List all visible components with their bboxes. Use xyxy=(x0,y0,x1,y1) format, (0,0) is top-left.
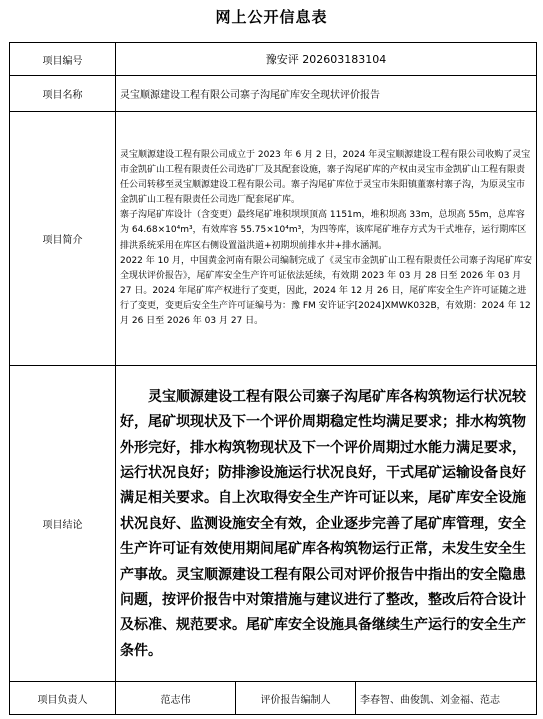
report-authors-label: 评价报告编制人 xyxy=(236,682,356,715)
project-leader-label: 项目负责人 xyxy=(10,682,116,715)
info-table xyxy=(9,42,537,715)
project-leader-value: 范志伟 xyxy=(116,682,236,715)
intro-paragraph: 2022 年 10 月，中国黄金河南有限公司编制完成了《灵宝市金凯矿山工程有限责任公司寨子沟尾矿库安全现状评价报告》，尾矿库安全生产许可证依法延续，有效期 2023 年 03 月 28 日至 2026 年 03 月 27 日。2024 年尾矿库产权进行了变更，因此，2024 年 12 月 26 日，尾矿库安全生产许可证随之进行了变更，变更后安全生产许可证编号为：豫 FM 安许证字[2024]XMWK032B，有效期：2024 年 12 月 26 日至 2026 年 03 月 27 日。 xyxy=(120,255,532,326)
row-project-conclusion xyxy=(10,366,537,682)
row-project-people xyxy=(10,682,537,715)
project-intro-label: 项目简介 xyxy=(10,112,116,366)
row-project-intro xyxy=(10,112,537,366)
intro-paragraph: 寨子沟尾矿库设计（含变更）最终尾矿堆积坝坝顶高 1151m，堆积坝高 33m，总坝高 55m，总库容为 64.68×10⁴m³，有效库容 55.75×10⁴m³，为四等库，该库尾矿堆存方式为干式堆存，运行期库区排洪系统采用在库区右侧设置溢洪道+初期坝前排水井+排水涵洞。 xyxy=(120,210,527,251)
project-name-label: 项目名称 xyxy=(10,76,116,112)
row-project-code xyxy=(10,43,537,76)
project-code-label: 项目编号 xyxy=(10,43,116,76)
report-authors-value: 李春智、曲俊凯、刘金福、范志 xyxy=(356,682,537,715)
row-project-name xyxy=(10,76,537,112)
page-title: 网上公开信息表 xyxy=(215,8,328,26)
project-conclusion-text: 灵宝顺源建设工程有限公司寨子沟尾矿库各构筑物运行状况较好，尾矿坝现状及下一个评价周期稳定性均满足要求；排水构筑物外形完好，排水构筑物现状及下一个评价周期过水能力满足要求，运行状况良好；防排渗设施运行状况良好，干式尾矿运输设备良好满足相关要求。自上次取得安全生产许可证以来，尾矿库安全设施状况良好、监测设施安全有效，企业逐步完善了尾矿库管理，安全生产许可证有效使用期间尾矿库各构筑物运行正常，未发生安全生产事故。灵宝顺源建设工程有限公司对评价报告中指出的安全隐患问题，按评价报告中对策措施与建议进行了整改，整改后符合设计及标准、规范要求。尾矿库安全设施具备继续生产运行的安全生产条件。 xyxy=(116,366,537,682)
project-code-value: 豫安评 202603183104 xyxy=(116,43,537,76)
project-name-value: 灵宝顺源建设工程有限公司寨子沟尾矿库安全现状评价报告 xyxy=(116,76,537,112)
project-conclusion-label: 项目结论 xyxy=(10,366,116,682)
project-intro-content xyxy=(116,112,537,366)
intro-paragraph: 灵宝顺源建设工程有限公司成立于 2023 年 6 月 2 日，2024 年灵宝顺源建设工程有限公司收购了灵宝市金凯矿山工程有限责任公司选矿厂及其配套设施，寨子沟尾矿库的产权由灵宝市金凯矿山工程有限责任公司转移至灵宝顺源建设工程有限公司。寨子沟尾矿库位于灵宝市朱阳镇董寨村寨子沟，为原灵宝市金凯矿山工程有限责任公司选厂配套尾矿库。 xyxy=(120,149,531,206)
